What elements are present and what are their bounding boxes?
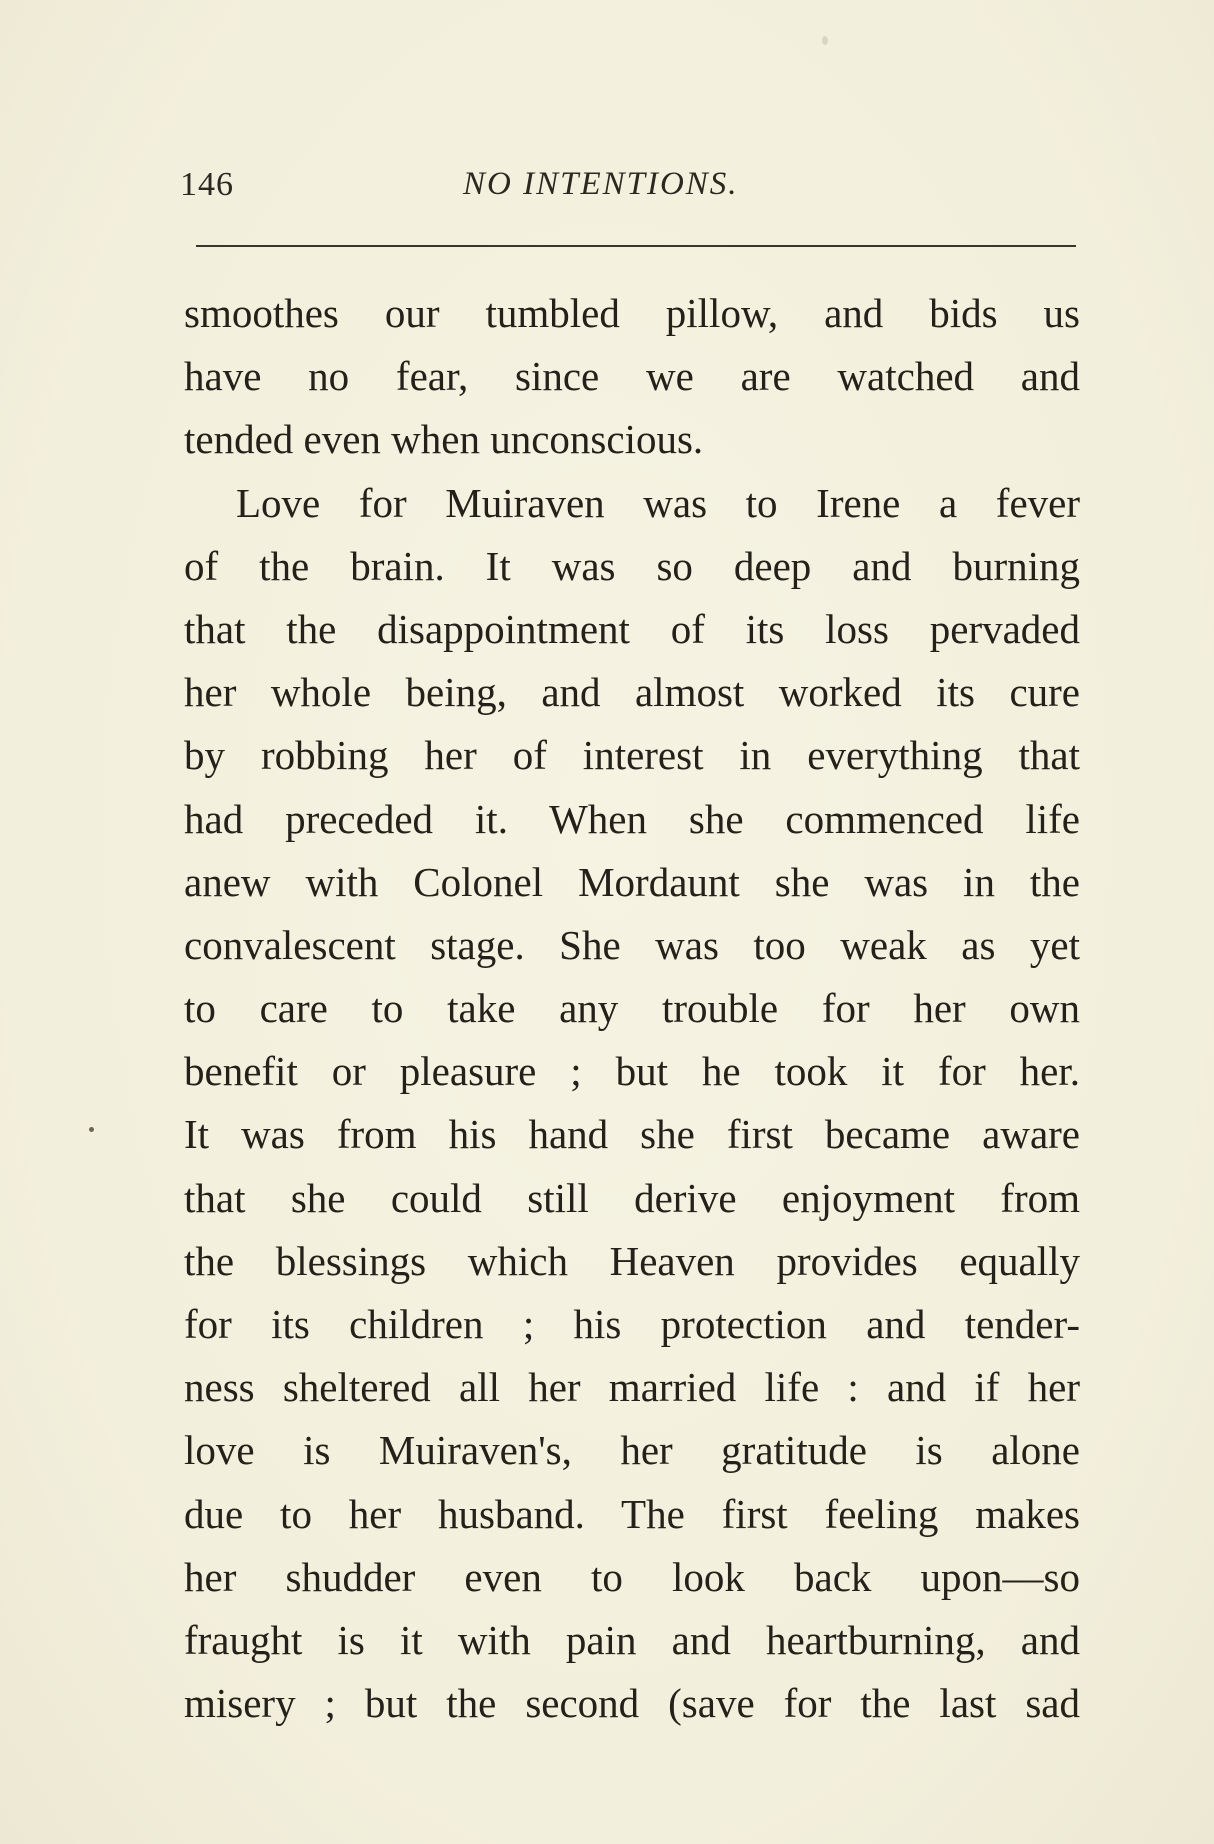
header-rule bbox=[196, 245, 1076, 247]
text-line: that the disappointment of its loss pervaded bbox=[184, 605, 1080, 652]
text-line: due to her husband. The first feeling makes bbox=[184, 1490, 1080, 1537]
text-line: anew with Colonel Mordaunt she was in the bbox=[184, 858, 1080, 905]
text-line: by robbing her of interest in everything that bbox=[184, 732, 1080, 779]
text-line: of the brain. It was so deep and burning bbox=[184, 542, 1080, 589]
text-line: misery ; but the second (save for the last sad bbox=[184, 1680, 1080, 1727]
text-line: her whole being, and almost worked its cure bbox=[184, 669, 1080, 716]
text-line: have no fear, since we are watched and bbox=[184, 353, 1080, 400]
text-line: to care to take any trouble for her own bbox=[184, 985, 1080, 1032]
text-line: fraught is it with pain and heartburning, and bbox=[184, 1616, 1080, 1663]
text-line: love is Muiraven's, her gratitude is alone bbox=[184, 1427, 1080, 1474]
running-head: NO INTENTIONS. bbox=[463, 166, 739, 202]
margin-dot bbox=[89, 1127, 94, 1132]
text-line: convalescent stage. She was too weak as yet bbox=[184, 921, 1080, 968]
text-line: had preceded it. When she commenced life bbox=[184, 795, 1080, 842]
text-line: for its children ; his protection and tender- bbox=[184, 1301, 1080, 1347]
page-header bbox=[180, 166, 1080, 218]
text-line: the blessings which Heaven provides equally bbox=[184, 1237, 1080, 1284]
paper-speck bbox=[822, 36, 828, 45]
text-line: tended even when unconscious. bbox=[184, 416, 704, 463]
text-line: that she could still derive enjoyment from bbox=[184, 1174, 1080, 1221]
text-line: her shudder even to look back upon—so bbox=[184, 1553, 1080, 1600]
text-line: benefit or pleasure ; but he took it for her. bbox=[184, 1048, 1080, 1095]
text-line: Love for Muiraven was to Irene a fever bbox=[236, 479, 1080, 526]
body-text bbox=[184, 282, 1080, 1735]
page-number: 146 bbox=[180, 166, 234, 203]
text-line: It was from his hand she first became aware bbox=[184, 1111, 1080, 1158]
text-line: ness sheltered all her married life : and if her bbox=[184, 1364, 1080, 1411]
text-line: smoothes our tumbled pillow, and bids us bbox=[184, 290, 1080, 336]
